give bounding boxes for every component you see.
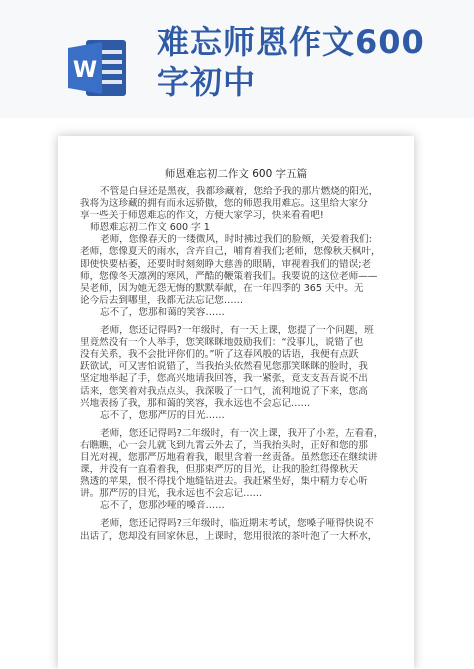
document-line: 出话了，您却没有回家休息，上课时，您用很浓的茶叶泡了一大杯水，: [80, 530, 378, 542]
document-body: [80, 186, 394, 543]
document-line: 课，并没有一直看着我，但那束严厉的目光，让我的脸红得像秋天: [80, 464, 359, 476]
document-line: 即使快要枯萎，还要时时刻刻睁大慈善的眼睛，审视着我们的错误;老: [80, 258, 372, 270]
document-line: 老师，您还记得吗?二年级时，有一次上课，我开了小差，左看看，: [100, 427, 384, 439]
document-line: 讲。那严厉的目光，我永远也不会忘记……: [80, 488, 263, 500]
document-line: 师，您像冬天凛冽的寒风，严酷的鞭策着我们。我要说的这位老师——: [80, 270, 378, 282]
document-line: 吴老师，因为她无怨无悔的默默奉献，在一年四季的 365 天中。无: [80, 282, 364, 294]
document-line: 右瞧瞧，心一会儿就飞到九霄云外去了，当我抬头时，正好和您的那: [80, 439, 368, 451]
document-page: [58, 136, 414, 669]
document-line: 熟透的苹果，恨不得找个地缝钻进去。我赶紧坐好，集中精力专心听: [80, 476, 368, 488]
document-title: 师恩难忘初二作文 600 字五篇: [164, 168, 308, 180]
document-line: 忘不了，您那沙哑的嗓音……: [100, 500, 225, 512]
document-line: 坚定地举起了手，您高兴地请我回答，我一紧张，竟支支吾吾说不出: [80, 373, 368, 385]
document-line: 老师，您像春天的一缕微风，时时拂过我们的脸颊，关爱着我们:: [100, 234, 372, 246]
document-line: 论今后去到哪里，我都无法忘记您……: [80, 294, 244, 306]
document-line: 老师，您还记得吗?一年级时，有一天上课，您提了一个问题，班: [100, 325, 374, 337]
document-line: 跃欲试，可又害怕说错了，当我抬头依然看见您那笑眯眯的脸时，我: [80, 361, 368, 373]
document-line: 老师，您还记得吗?三年级时，临近期末考试，您嗓子哑得快说不: [100, 518, 374, 530]
header-banner: [0, 0, 474, 118]
document-line: 兴地表扬了我，那和蔼的笑容，我永远也不会忘记……: [80, 397, 311, 409]
document-line: 师恩难忘初二作文 600 字 1: [90, 222, 210, 234]
document-line: 里竟然没有一个人举手，您笑眯眯地鼓励我们：“没事儿，说错了也: [80, 337, 364, 349]
document-line: 目光对视，您那严厉地看着我，眼里含着一丝责备。虽然您还在继续讲: [80, 451, 378, 463]
page-title: 难忘师恩作文600字初中: [157, 23, 425, 101]
word-document-icon: [66, 36, 130, 100]
document-line: 没有关系，我不会批评你们的。”听了这春风般的话语，我便有点跃: [80, 349, 359, 361]
document-line: 话来，您笑着对我点点头，我深吸了一口气，流利地说了下来，您高: [80, 385, 368, 397]
document-line: 忘不了，您那严厉的目光……: [100, 409, 225, 421]
document-line: 忘不了，您那和蔼的笑容……: [100, 306, 225, 318]
document-line: 我将为这珍藏的拥有而永远骄傲，您的师恩我用难忘。这里给大家分: [80, 198, 368, 210]
document-line: 享一些关于师恩难忘的作文，方便大家学习，快来看看吧!: [80, 210, 324, 222]
document-line: 老师，您像夏天的雨水，含卉自己，哺育着我们;老师，您像秋天枫叶，: [80, 246, 381, 258]
document-line: 不管是白昼还是黑夜，我都珍藏着，您给予我的那片燃烧的阳光，: [100, 186, 379, 197]
word-icon-letter: W: [72, 58, 98, 83]
